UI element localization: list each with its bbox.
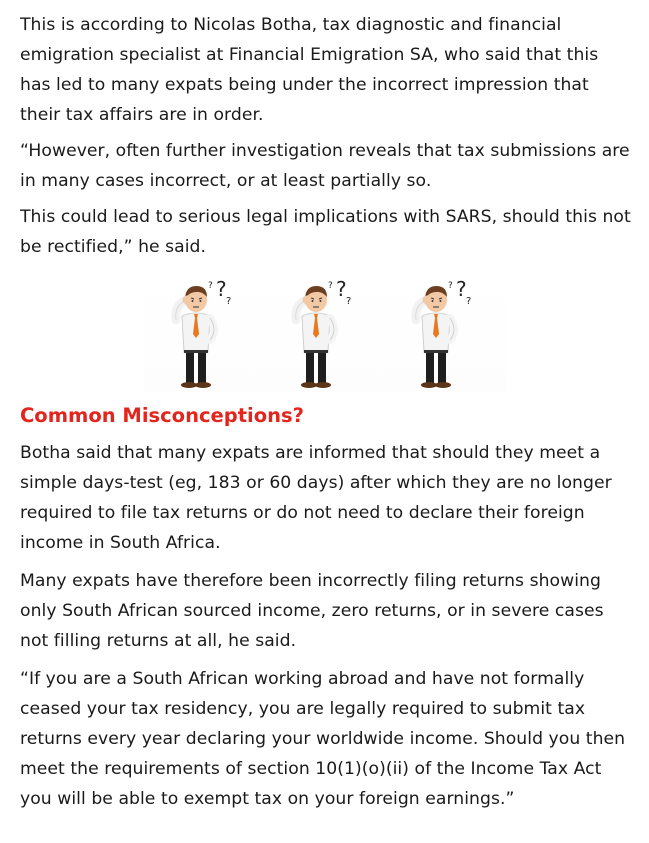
svg-text:?: ? — [208, 281, 213, 291]
paragraph-quote-end: This could lead to serious legal implications with SARS, should this not be rectified,” he said. — [20, 207, 631, 257]
paragraph-legal-requirement: “If you are a South African working abroad and have not formally ceased your tax residency, you are legally required to submit tax returns every year declaring your worldwide income. Should you then meet the requirements of section 10(1)(o)(ii) of the Income Tax Act you will be able to exempt tax on your foreign earnings.” — [20, 669, 626, 809]
article-body — [20, 10, 632, 814]
confused-expats-illustration — [144, 276, 506, 392]
svg-text:?: ? — [448, 281, 453, 291]
svg-text:?: ? — [226, 296, 232, 307]
svg-text:?: ? — [466, 296, 472, 307]
svg-text:?: ? — [346, 296, 352, 307]
paragraph-intro: This is according to Nicolas Botha, tax diagnostic and financial emigration specialist at Financial Emigration SA, who said that this has led to many expats being under the incorrect impression that their tax affairs are in order. — [20, 15, 599, 125]
svg-text:?: ? — [456, 277, 467, 301]
svg-text:?: ? — [336, 277, 347, 301]
paragraph-days-test: Botha said that many expats are informed that should they meet a simple days-test (eg, 183 or 60 days) after which they are no longer required to file tax returns or do not need to declare their foreign income in South Africa. — [20, 443, 612, 553]
paragraph-quote-start: “However, often further investigation reveals that tax submissions are in many cases incorrect, or at least partially so. — [20, 141, 630, 191]
confused-businessman-icon — [144, 276, 244, 392]
confused-businessman-icon — [264, 276, 364, 392]
paragraph-incorrect-filing: Many expats have therefore been incorrectly filing returns showing only South African sourced income, zero returns, or in severe cases not filling returns at all, he said. — [20, 571, 604, 651]
svg-text:?: ? — [216, 277, 227, 301]
section-heading: Common Misconceptions? — [20, 404, 304, 427]
svg-text:?: ? — [328, 281, 333, 291]
confused-businessman-icon — [384, 276, 484, 392]
